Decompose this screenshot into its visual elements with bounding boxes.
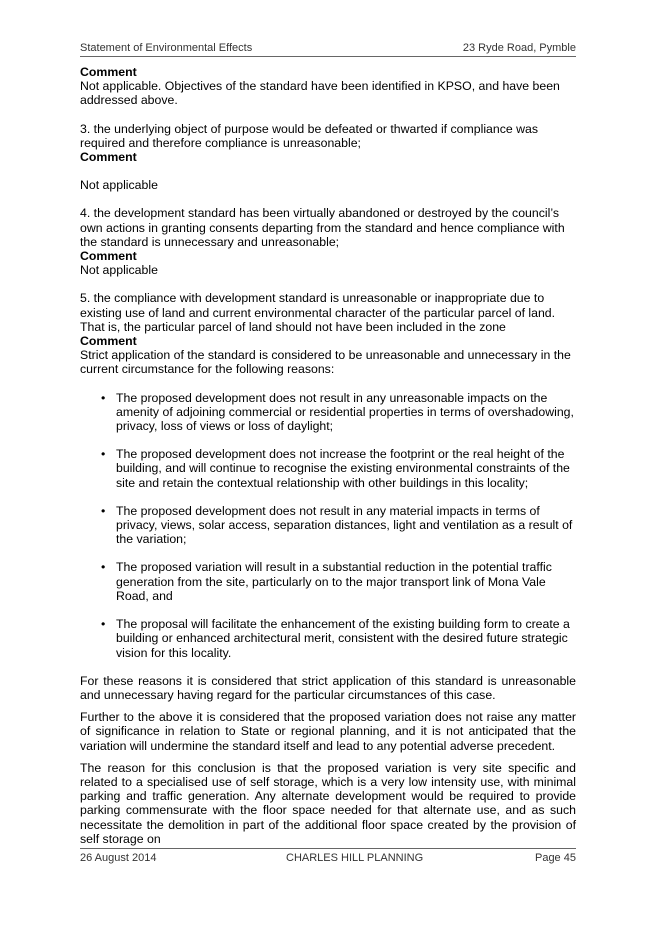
reasons-list	[80, 391, 576, 660]
comment-text: Not applicable	[80, 178, 158, 193]
paragraph: Further to the above it is considered that the proposed variation does not raise any matter of significance in relation to State or regional planning, and it is not anticipated that the variation will undermine the standard itself and lead to any potential adverse precedent.	[80, 710, 576, 753]
page-header	[80, 42, 576, 57]
comment-text: Not applicable	[80, 263, 158, 278]
comment-heading: Comment	[80, 65, 137, 79]
list-item: • The proposed development does not increase the footprint or the real height of the building, and will continue to recognise the existing environmental constraints of the site and retain the contextual relationship with other buildings in this locality;	[101, 447, 570, 490]
comment-text: Not applicable. Objectives of the standard have been identified in KPSO, and have been addressed above.	[80, 79, 560, 108]
page-number: Page 45	[534, 852, 576, 864]
page-footer	[80, 848, 576, 868]
bullet: •	[101, 617, 106, 632]
comment-heading: Comment	[80, 334, 137, 349]
footer-company: CHARLES HILL PLANNING	[286, 852, 424, 864]
paragraph: For these reasons it is considered that strict application of this standard is unreasonable and unnecessary having regard for the particular circumstances of this case.	[80, 673, 576, 702]
criterion-4: 4. the development standard has been virtually abandoned or destroyed by the council’s own actions in granting consents departing from the standard and hence compliance with the standard is unnecessary and unreasonable;	[80, 206, 565, 249]
list-item: • The proposed development does not result in any unreasonable impacts on the amenity of adjoining commercial or residential properties in terms of overshadowing, privacy, loss of views or loss of daylight;	[101, 390, 574, 434]
bullet: •	[101, 560, 106, 575]
bullet: •	[101, 503, 106, 518]
list-item: • The proposed variation will result in a substantial reduction in the potential traffic generation from the site, particularly on to the major transport link of Mona Vale Road, and	[101, 560, 552, 603]
site-address: 23 Ryde Road, Pymble	[462, 42, 576, 54]
document-title: Statement of Environmental Effects	[80, 42, 253, 54]
comment-heading: Comment	[80, 249, 137, 264]
page-content	[80, 65, 576, 846]
list-item: • The proposed development does not result in any material impacts in terms of privacy, views, solar access, separation distances, light and ventilation as a result of the variation;	[101, 503, 573, 547]
criterion-3: 3. the underlying object of purpose would be defeated or thwarted if compliance was required and therefore compliance is unreasonable;	[80, 121, 538, 150]
bullet: •	[101, 447, 106, 462]
footer-date: 26 August 2014	[80, 852, 157, 864]
list-item: • The proposal will facilitate the enhancement of the existing building form to create a building or enhanced architectural merit, consistent with the desired future strategic vision for this locality.	[101, 617, 570, 660]
comment-text: Strict application of the standard is considered to be unreasonable and unnecessary in the current circumstance for the following reasons:	[80, 348, 571, 377]
bullet: •	[101, 390, 106, 405]
criterion-5: 5. the compliance with development standard is unreasonable or inappropriate due to existing use of land and current environmental character of the particular parcel of land. That is, the particular parcel of land should not have been included in the zone	[80, 291, 556, 334]
paragraph: The reason for this conclusion is that the proposed variation is very site specific and related to a specialised use of self storage, which is a very low intensity use, with minimal parking and traffic generation. Any alternate development would be required to provide parking commensurate with the floor space needed for that alternate use, and as such necessitate the demolition in part of the additional floor space created by the provision of self storage on	[80, 760, 576, 846]
comment-heading: Comment	[80, 150, 137, 165]
